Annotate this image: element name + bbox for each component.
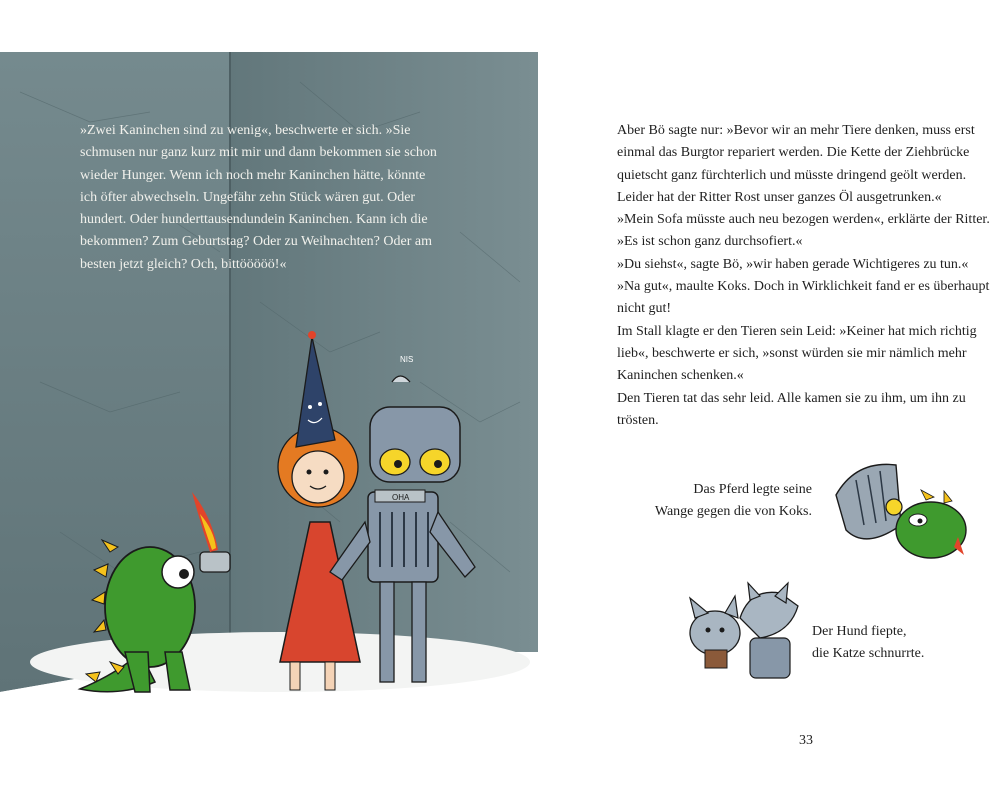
- right-text-line: Leider hat der Ritter Rost unser ganzes Öl ausgetrunken.«: [617, 189, 942, 205]
- right-page-text: [617, 120, 1000, 432]
- left-text-line: wieder Hunger. Wenn ich noch mehr Kaninchen hätte, könnte: [80, 167, 426, 183]
- caption-dog-cat-line: die Katze schnurrte.: [812, 646, 925, 662]
- caption-horse: [655, 479, 812, 524]
- right-text-line: Kaninchen schenken.«: [617, 368, 744, 384]
- left-text-line: »Zwei Kaninchen sind zu wenig«, beschwerte er sich. »Sie: [80, 123, 411, 138]
- right-text-line: quietscht ganz fürchterlich und müsste dringend geölt werden.: [617, 167, 967, 183]
- right-text-line: trösten.: [617, 412, 659, 428]
- left-page-text: [80, 120, 480, 276]
- right-text-line: »Na gut«, maulte Koks. Doch in Wirklichkeit fand er es überhaupt: [617, 279, 990, 295]
- right-text-line: lieb«, beschwerte er sich, »sonst würden sie mir nämlich mehr: [617, 345, 967, 361]
- page-number-container: [0, 733, 1000, 749]
- right-text-line: nicht gut!: [617, 301, 672, 317]
- left-text-line: bekommen? Zum Geburtstag? Oder zu Weihnachten? Oder am: [80, 234, 432, 250]
- right-text-line: Den Tieren tat das sehr leid. Alle kamen sie zu ihm, um ihn zu: [617, 390, 966, 406]
- horse-and-dragon-vignette: [826, 455, 976, 575]
- robot-chest-label: OHA: [392, 493, 410, 502]
- dog-and-cat-vignette: [680, 578, 810, 688]
- left-text-line: besten jetzt gleich? Och, bittööööö!«: [80, 256, 287, 272]
- right-text-line: einmal das Burgtor repariert werden. Die Kette der Ziehbrücke: [617, 145, 970, 161]
- right-text-line: »Mein Sofa müsste auch neu bezogen werden«, erklärte der Ritter.: [617, 212, 990, 228]
- right-text-line: »Du siehst«, sagte Bö, »wir haben gerade Wichtigeres zu tun.«: [617, 256, 969, 272]
- left-text-line: ich öfter abwechseln. Ungefähr zehn Stück wären gut. Oder: [80, 189, 416, 205]
- page-number: 33: [799, 733, 813, 748]
- caption-horse-line: Wange gegen die von Koks.: [654, 504, 812, 520]
- right-text-line: Im Stall klagte er den Tieren sein Leid: »Keiner hat mich richtig: [617, 323, 977, 339]
- left-text-line: schmusen nur ganz kurz mit mir und dann bekommen sie schon: [80, 145, 437, 161]
- right-text-line: »Es ist schon ganz durchsofiert.«: [617, 234, 803, 250]
- party-hat-label: NIS: [400, 355, 414, 364]
- left-text-line: hundert. Oder hunderttausendundein Kaninchen. Kann ich die: [80, 212, 428, 228]
- caption-dog-cat-line: Der Hund fiepte,: [812, 624, 907, 639]
- right-text-line: Aber Bö sagte nur: »Bevor wir an mehr Tiere denken, muss erst: [617, 123, 975, 138]
- caption-horse-line: Das Pferd legte seine: [693, 482, 812, 497]
- caption-dog-cat: [812, 621, 924, 666]
